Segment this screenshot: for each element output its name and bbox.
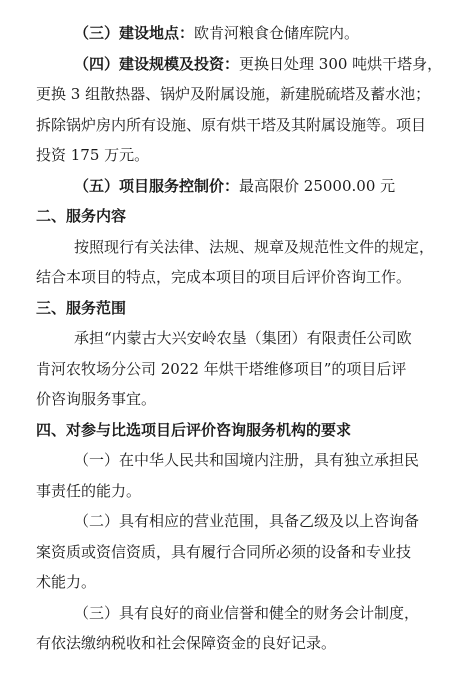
requirement-item-1-line: 事责任的能力。 [36, 482, 142, 500]
scale-line: 更换 3 组散热器、锅炉及附属设施，新建脱硫塔及蓄水池； [36, 85, 431, 103]
site-text: 欧肯河粮食仓储库院内。 [194, 24, 360, 42]
requirement-item-2-line: （二）具有相应的营业范围，具备乙级及以上咨询备 [74, 512, 420, 530]
content-line: 结合本项目的特点，完成本项目的项目后评价咨询工作。 [36, 268, 412, 286]
requirement-item-3-line: 有依法缴纳税收和社会保障资金的良好记录。 [36, 634, 337, 652]
scale-line: 投资 175 万元。 [36, 146, 150, 164]
price-paragraph [74, 177, 395, 195]
scope-line: 肯河农牧场分公司 2022 年烘干塔维修项目”的项目后评 [36, 360, 407, 378]
price-text: 最高限价 25000.00 元 [239, 177, 396, 195]
scope-line: 承担“内蒙古大兴安岭农垦（集团）有限责任公司欧 [74, 329, 412, 347]
scale-line: 拆除锅炉房内所有设施、原有烘干塔及其附属设施等。项目 [36, 116, 427, 134]
requirements-heading: 四、对参与比选项目后评价咨询服务机构的要求 [36, 421, 352, 439]
scope-heading: 三、服务范围 [36, 299, 127, 317]
content-heading: 二、服务内容 [36, 207, 127, 225]
scale-text-first: 更换日处理 300 吨烘干塔身， [239, 55, 443, 73]
site-paragraph [74, 24, 359, 42]
scale-paragraph-first-line [74, 55, 442, 73]
requirement-item-1-line: （一）在中华人民共和国境内注册，具有独立承担民 [74, 451, 420, 469]
site-label: （三）建设地点： [74, 24, 195, 42]
requirement-item-2-line: 术能力。 [36, 573, 97, 591]
content-line: 按照现行有关法律、法规、规章及规范性文件的规定， [74, 238, 435, 256]
price-label: （五）项目服务控制价： [74, 177, 240, 195]
requirement-item-2-line: 案资质或资信资质，具有履行合同所必须的设备和专业技 [36, 543, 412, 561]
scale-label: （四）建设规模及投资： [74, 55, 240, 73]
scope-line: 价咨询服务事宜。 [36, 390, 157, 408]
requirement-item-3-line: （三）具有良好的商业信誉和健全的财务会计制度， [74, 604, 420, 622]
